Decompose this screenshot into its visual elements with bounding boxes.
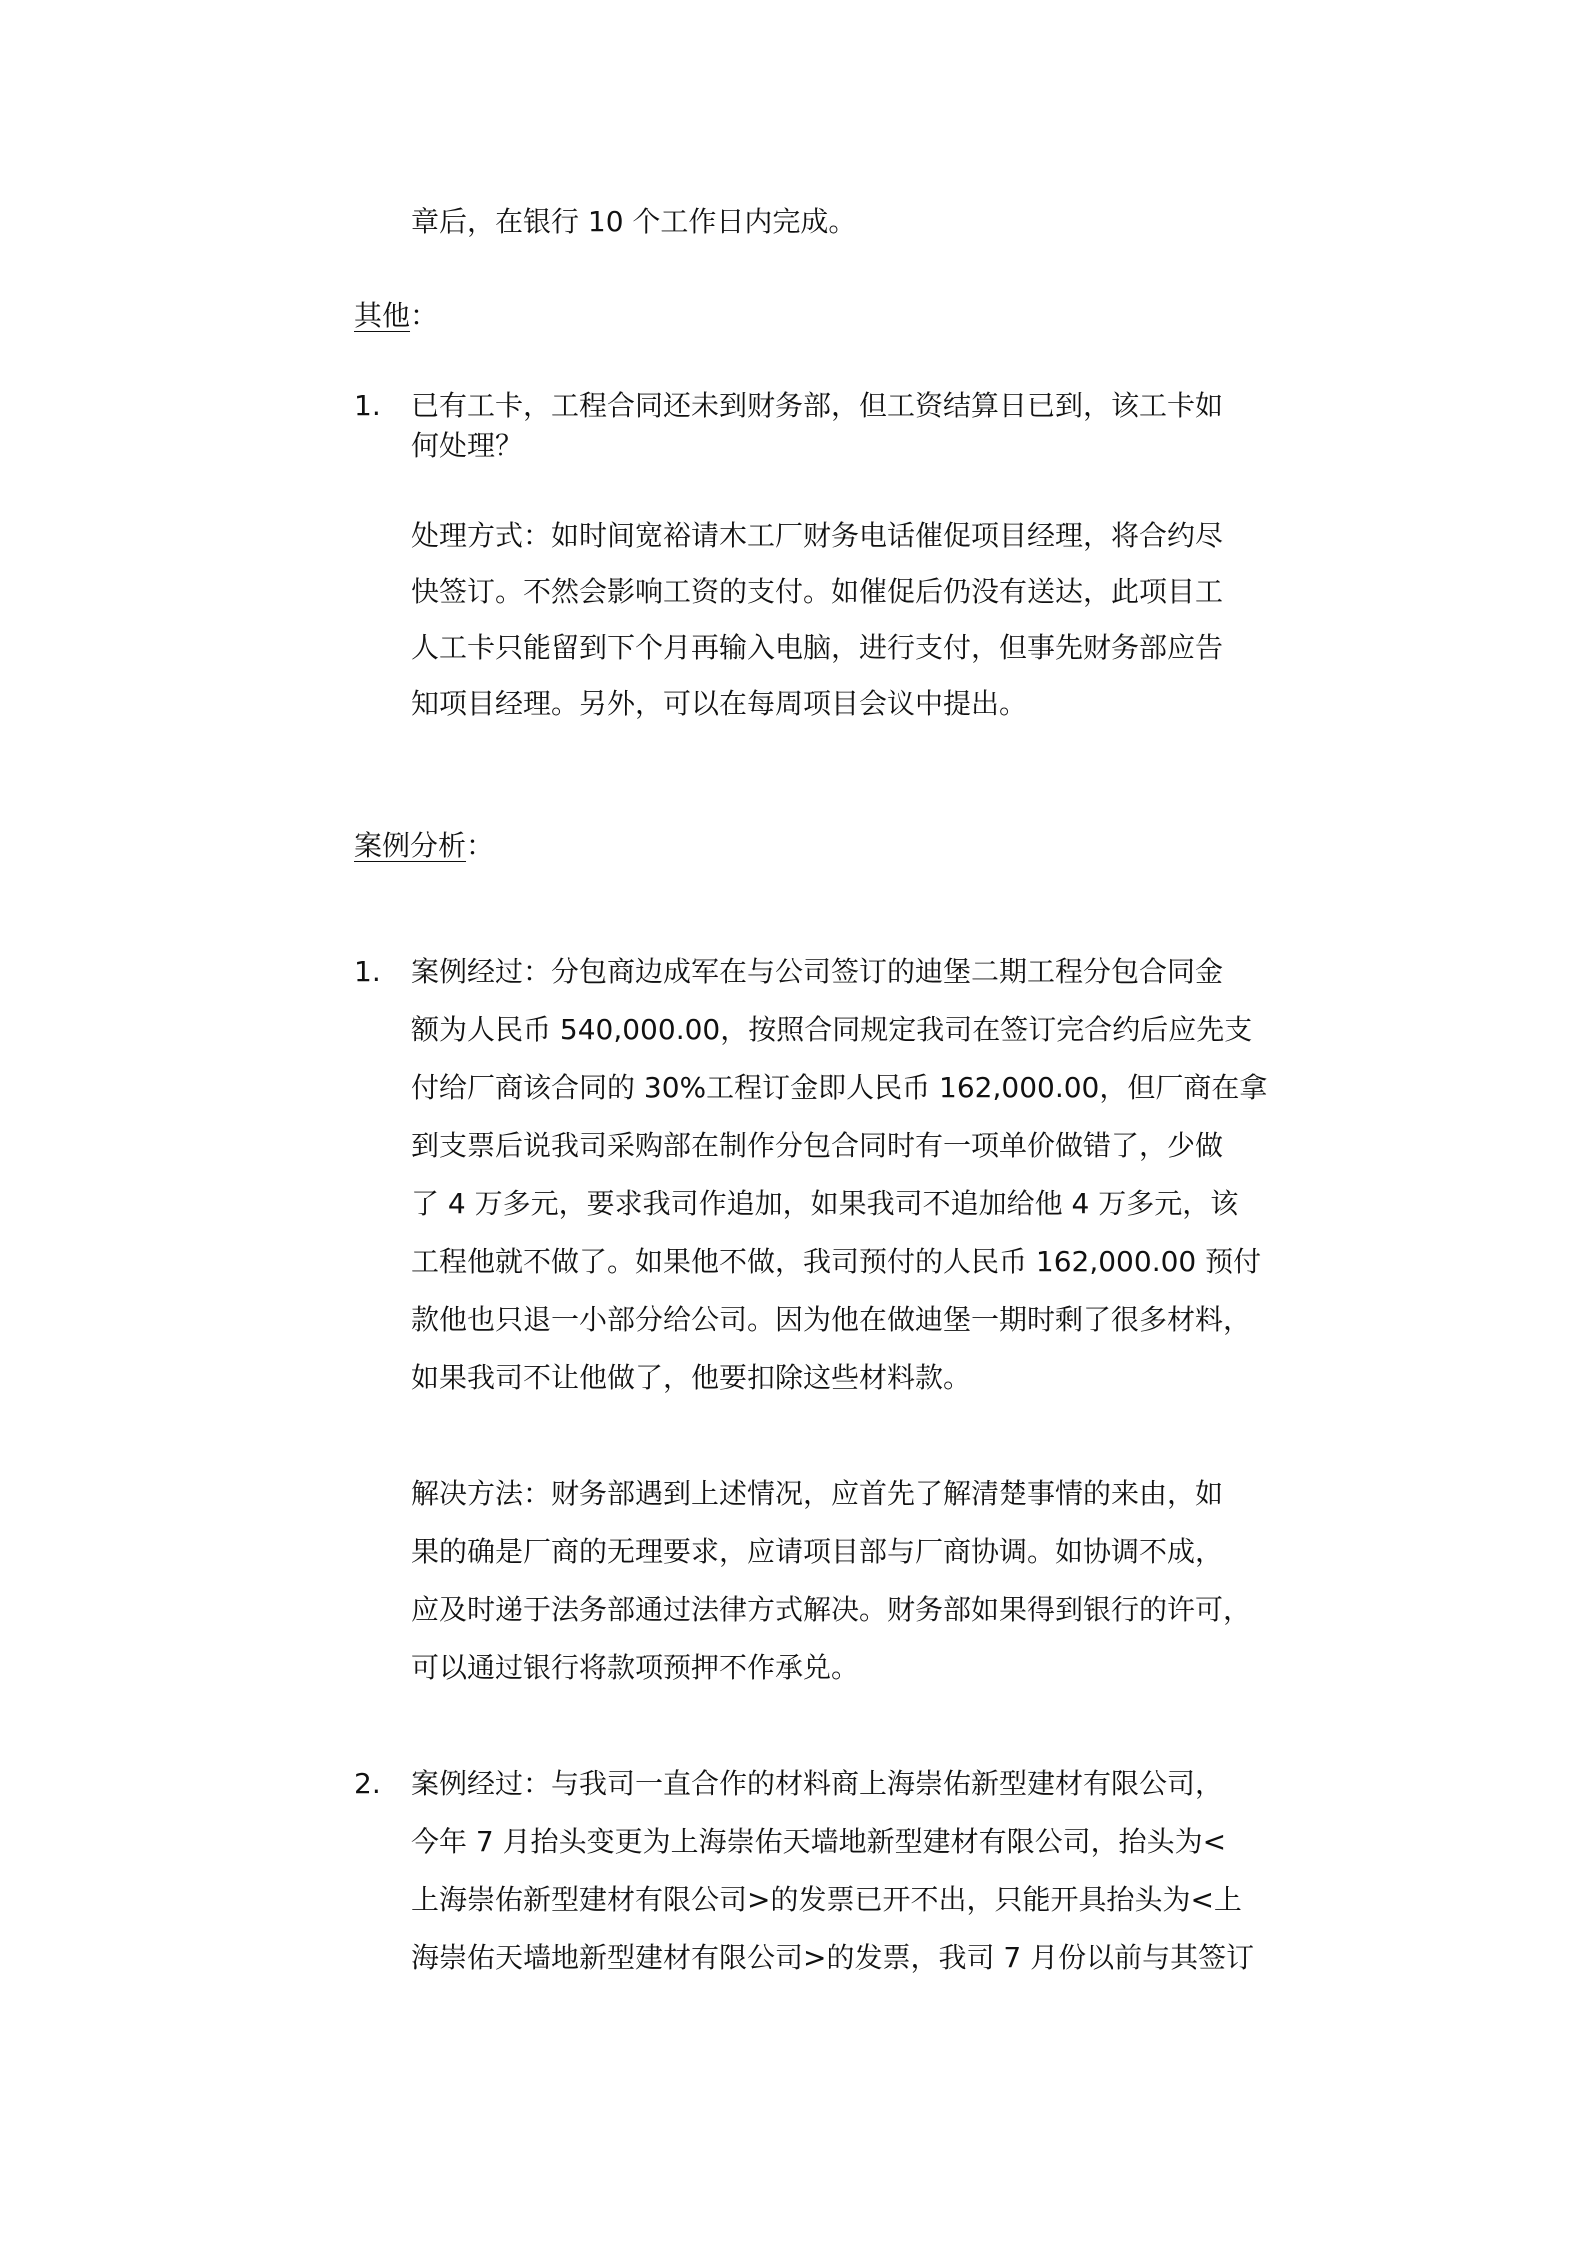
case-1-number: 1. [354,955,381,988]
case-1-line: 到支票后说我司采购部在制作分包合同时有一项单价做错了，少做 [411,1129,1224,1162]
case-1-line: 款他也只退一小部分给公司。因为他在做迪堡一期时剩了很多材料， [411,1303,1252,1336]
intro-line: 章后，在银行 10 个工作日内完成。 [411,205,857,238]
section-heading-cases [354,826,466,866]
other-item-1-answer-line: 快签订。不然会影响工资的支付。如催促后仍没有送达，此项目工 [411,575,1224,608]
case-1-line: 额为人民币 540,000.00，按照合同规定我司在签订完合约后应先支 [411,1013,1253,1046]
other-item-1-number: 1. [354,389,381,422]
section-heading-other-colon: ： [410,299,439,332]
case-2-line: 今年 7 月抬头变更为上海崇佑天墙地新型建材有限公司，抬头为< [411,1825,1227,1858]
case-1-line: 了 4 万多元，要求我司作追加，如果我司不追加给他 4 万多元，该 [411,1187,1239,1220]
case-2-line: 案例经过：与我司一直合作的材料商上海崇佑新型建材有限公司， [411,1767,1224,1800]
case-1-line: 付给厂商该合同的 30%工程订金即人民币 162,000.00，但厂商在拿 [411,1071,1268,1104]
section-heading-other [354,296,410,336]
case-2-number: 2. [354,1767,381,1800]
other-item-1-answer-line: 处理方式：如时间宽裕请木工厂财务电话催促项目经理，将合约尽 [411,519,1224,552]
section-heading-cases-colon: ： [466,829,495,862]
other-item-1-question-line: 已有工卡，工程合同还未到财务部，但工资结算日已到，该工卡如 [411,389,1224,422]
other-item-1-answer-line: 人工卡只能留到下个月再输入电脑，进行支付，但事先财务部应告 [411,631,1224,664]
case-2-line: 上海崇佑新型建材有限公司>的发票已开不出，只能开具抬头为<上 [411,1883,1242,1916]
case-1-line: 工程他就不做了。如果他不做，我司预付的人民币 162,000.00 预付 [411,1245,1262,1278]
section-heading-other-text: 其他 [354,299,411,332]
case-1-solution-line: 果的确是厂商的无理要求，应请项目部与厂商协调。如协调不成， [411,1535,1224,1568]
case-1-solution-line: 可以通过银行将款项预押不作承兑。 [411,1651,860,1684]
other-item-1-question-line: 何处理？ [411,429,524,462]
case-1-line: 案例经过：分包商边成军在与公司签订的迪堡二期工程分包合同金 [411,955,1224,988]
case-1-line: 如果我司不让他做了，他要扣除这些材料款。 [411,1361,972,1394]
section-heading-cases-text: 案例分析 [354,829,467,862]
case-1-solution-line: 应及时递于法务部通过法律方式解决。财务部如果得到银行的许可， [411,1593,1252,1626]
case-2-line: 海崇佑天墙地新型建材有限公司>的发票，我司 7 月份以前与其签订 [411,1941,1255,1974]
case-1-solution-line: 解决方法：财务部遇到上述情况，应首先了解清楚事情的来由，如 [411,1477,1224,1510]
other-item-1-answer-line: 知项目经理。另外，可以在每周项目会议中提出。 [411,687,1028,720]
